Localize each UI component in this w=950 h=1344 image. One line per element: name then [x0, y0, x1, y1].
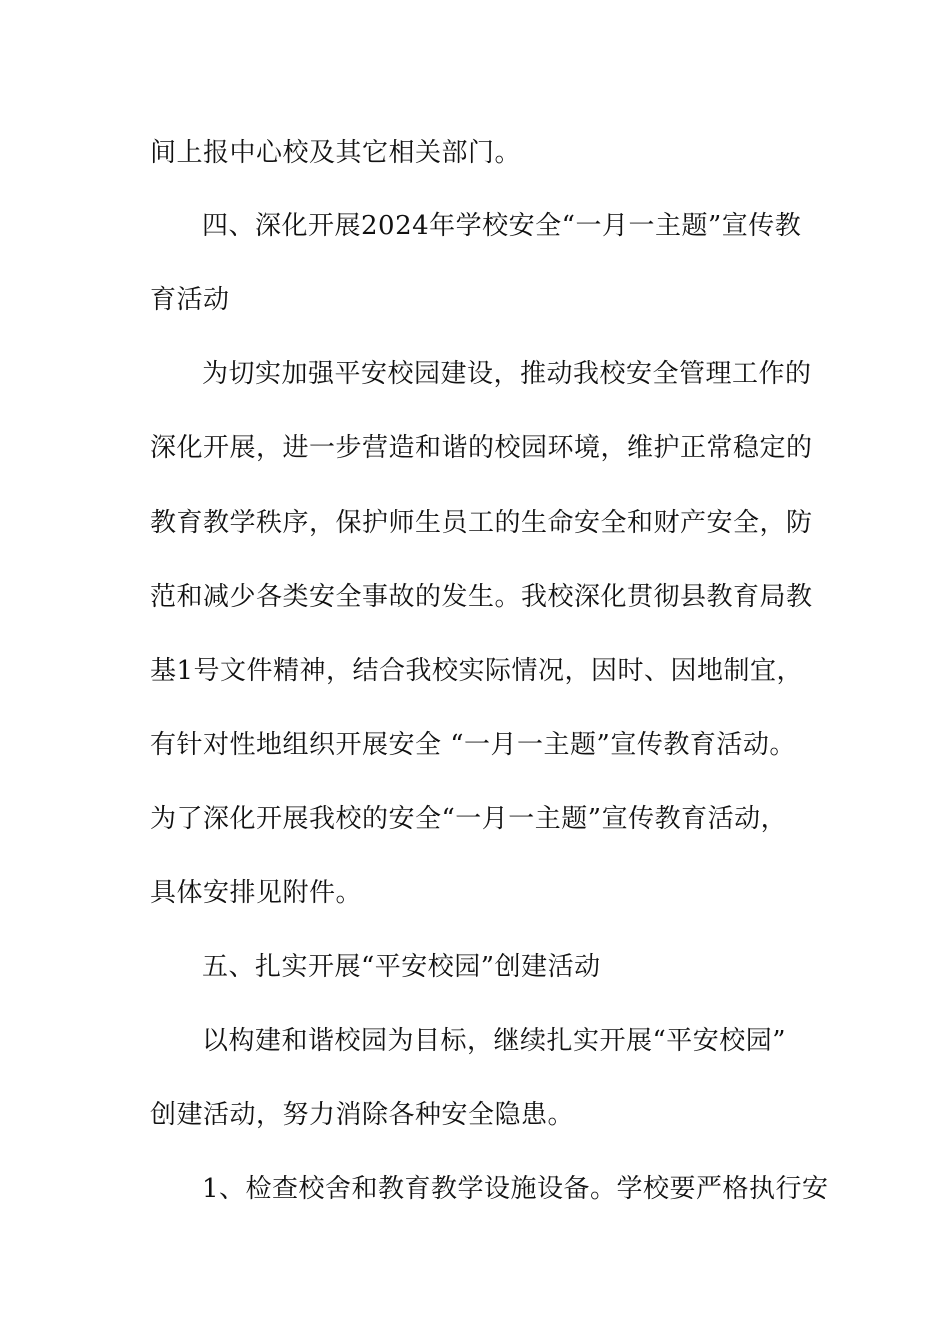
paragraph-line: 为切实加强平安校园建设，推动我校安全管理工作的: [202, 359, 812, 389]
list-item-line: 1、检查校舍和教育教学设施设备。学校要严格执行安: [202, 1174, 829, 1204]
paragraph-line: 以构建和谐校园为目标，继续扎实开展“平安校园”: [202, 1026, 787, 1056]
paragraph-line: 基1号文件精神，结合我校实际情况，因时、因地制宜，: [150, 656, 804, 686]
paragraph-line: 范和减少各类安全事故的发生。我校深化贯彻县教育局教: [150, 582, 813, 612]
text-line: 间上报中心校及其它相关部门。: [150, 138, 522, 168]
paragraph-line: 深化开展，进一步营造和谐的校园环境，维护正常稳定的: [150, 433, 813, 463]
paragraph-line: 教育教学秩序，保护师生员工的生命安全和财产安全，防: [150, 508, 813, 538]
section-heading: 五、扎实开展“平安校园”创建活动: [202, 952, 601, 982]
paragraph-line: 为了深化开展我校的安全“一月一主题”宣传教育活动，: [150, 804, 788, 834]
section-heading-continued: 育活动: [150, 285, 230, 315]
paragraph-line: 具体安排见附件。: [150, 878, 363, 908]
paragraph-line: 创建活动，努力消除各种安全隐患。: [150, 1100, 575, 1130]
paragraph-line: 有针对性地组织开展安全 “一月一主题”宣传教育活动。: [150, 730, 796, 760]
section-heading: 四、深化开展2024年学校安全“一月一主题”宣传教: [202, 211, 802, 241]
